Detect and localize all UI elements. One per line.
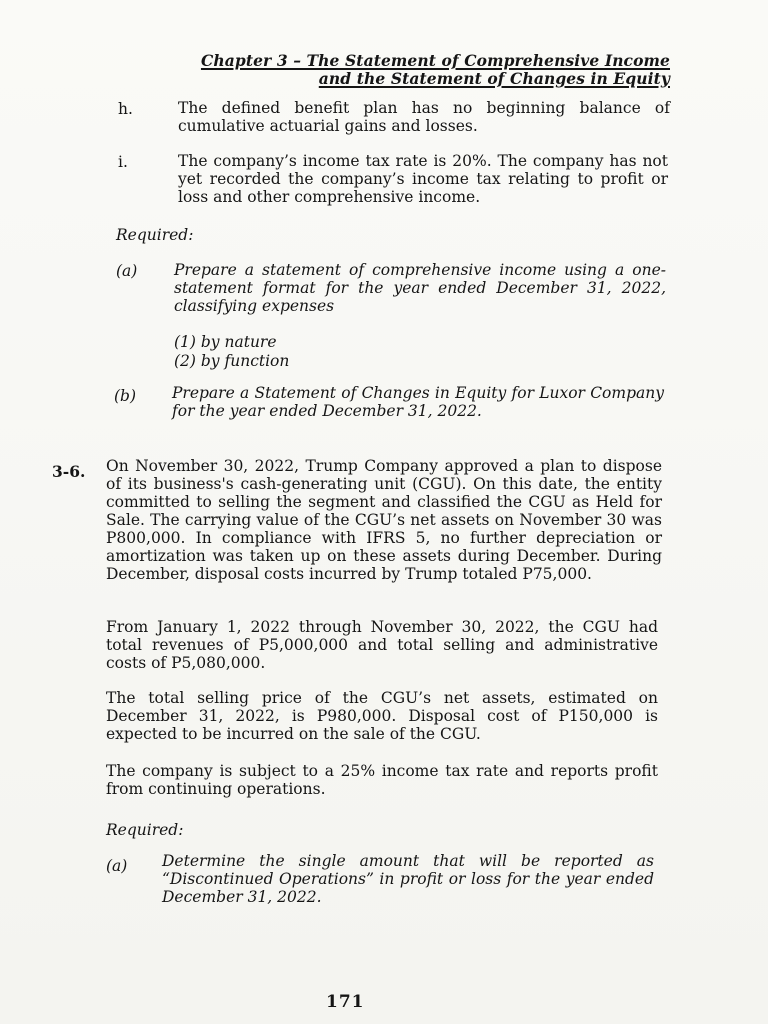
problem-paragraph-1: On November 30, 2022, Trump Company approved a plan to dispose of its business's cash-generating unit (CGU). On this date, the entity committed to selling the segment and classified the CGU as Held for Sale. The carrying value of the CGU’s net assets on November 30 was P800,000. In compliance with IFRS 5, no further depreciation or amortization was taken up on these assets during December. During December, disposal costs incurred by Trump totaled P75,000. — [106, 457, 662, 583]
required-heading-2: Required: — [106, 821, 184, 839]
required-b-text: Prepare a Statement of Changes in Equity for Luxor Company for the year ended December 31, 2022. — [172, 384, 664, 420]
problem-number: 3-6. — [52, 462, 86, 481]
problem-paragraph-4: The company is subject to a 25% income tax rate and reports profit from continuing operations. — [106, 762, 658, 798]
page-number: 171 — [326, 992, 365, 1012]
required2-a-label: (a) — [106, 857, 128, 875]
problem-paragraph-2: From January 1, 2022 through November 30, 2022, the CGU had total revenues of P5,000,000 and total selling and administrative costs of P5,080,000. — [106, 618, 658, 672]
problem-paragraph-3: The total selling price of the CGU’s net assets, estimated on December 31, 2022, is P980,000. Disposal cost of P150,000 is expected to be incurred on the sale of the CGU. — [106, 689, 658, 743]
required-a-label: (a) — [116, 262, 138, 280]
chapter-header — [201, 52, 670, 88]
required-a-sub1: (1) by nature — [174, 333, 277, 351]
chapter-header-line1: Chapter 3 – The Statement of Comprehensive Income — [200, 51, 670, 70]
required-heading: Required: — [116, 226, 194, 244]
item-h-text: The defined benefit plan has no beginning balance of cumulative actuarial gains and losses. — [178, 99, 670, 135]
required-a-sub2: (2) by function — [174, 352, 290, 370]
item-i-text: The company’s income tax rate is 20%. The company has not yet recorded the company’s income tax relating to profit or loss and other comprehensive income. — [178, 152, 668, 206]
required-b-label: (b) — [114, 387, 137, 405]
item-i-label: i. — [118, 153, 128, 171]
chapter-header-line2: and the Statement of Changes in Equity — [318, 69, 670, 88]
item-h-label: h. — [118, 100, 133, 118]
required2-a-text: Determine the single amount that will be reported as “Discontinued Operations” in profit or loss for the year ended December 31, 2022. — [162, 852, 654, 906]
required-a-text: Prepare a statement of comprehensive income using a one-statement format for the year ended December 31, 2022, classifying expenses — [174, 261, 666, 315]
